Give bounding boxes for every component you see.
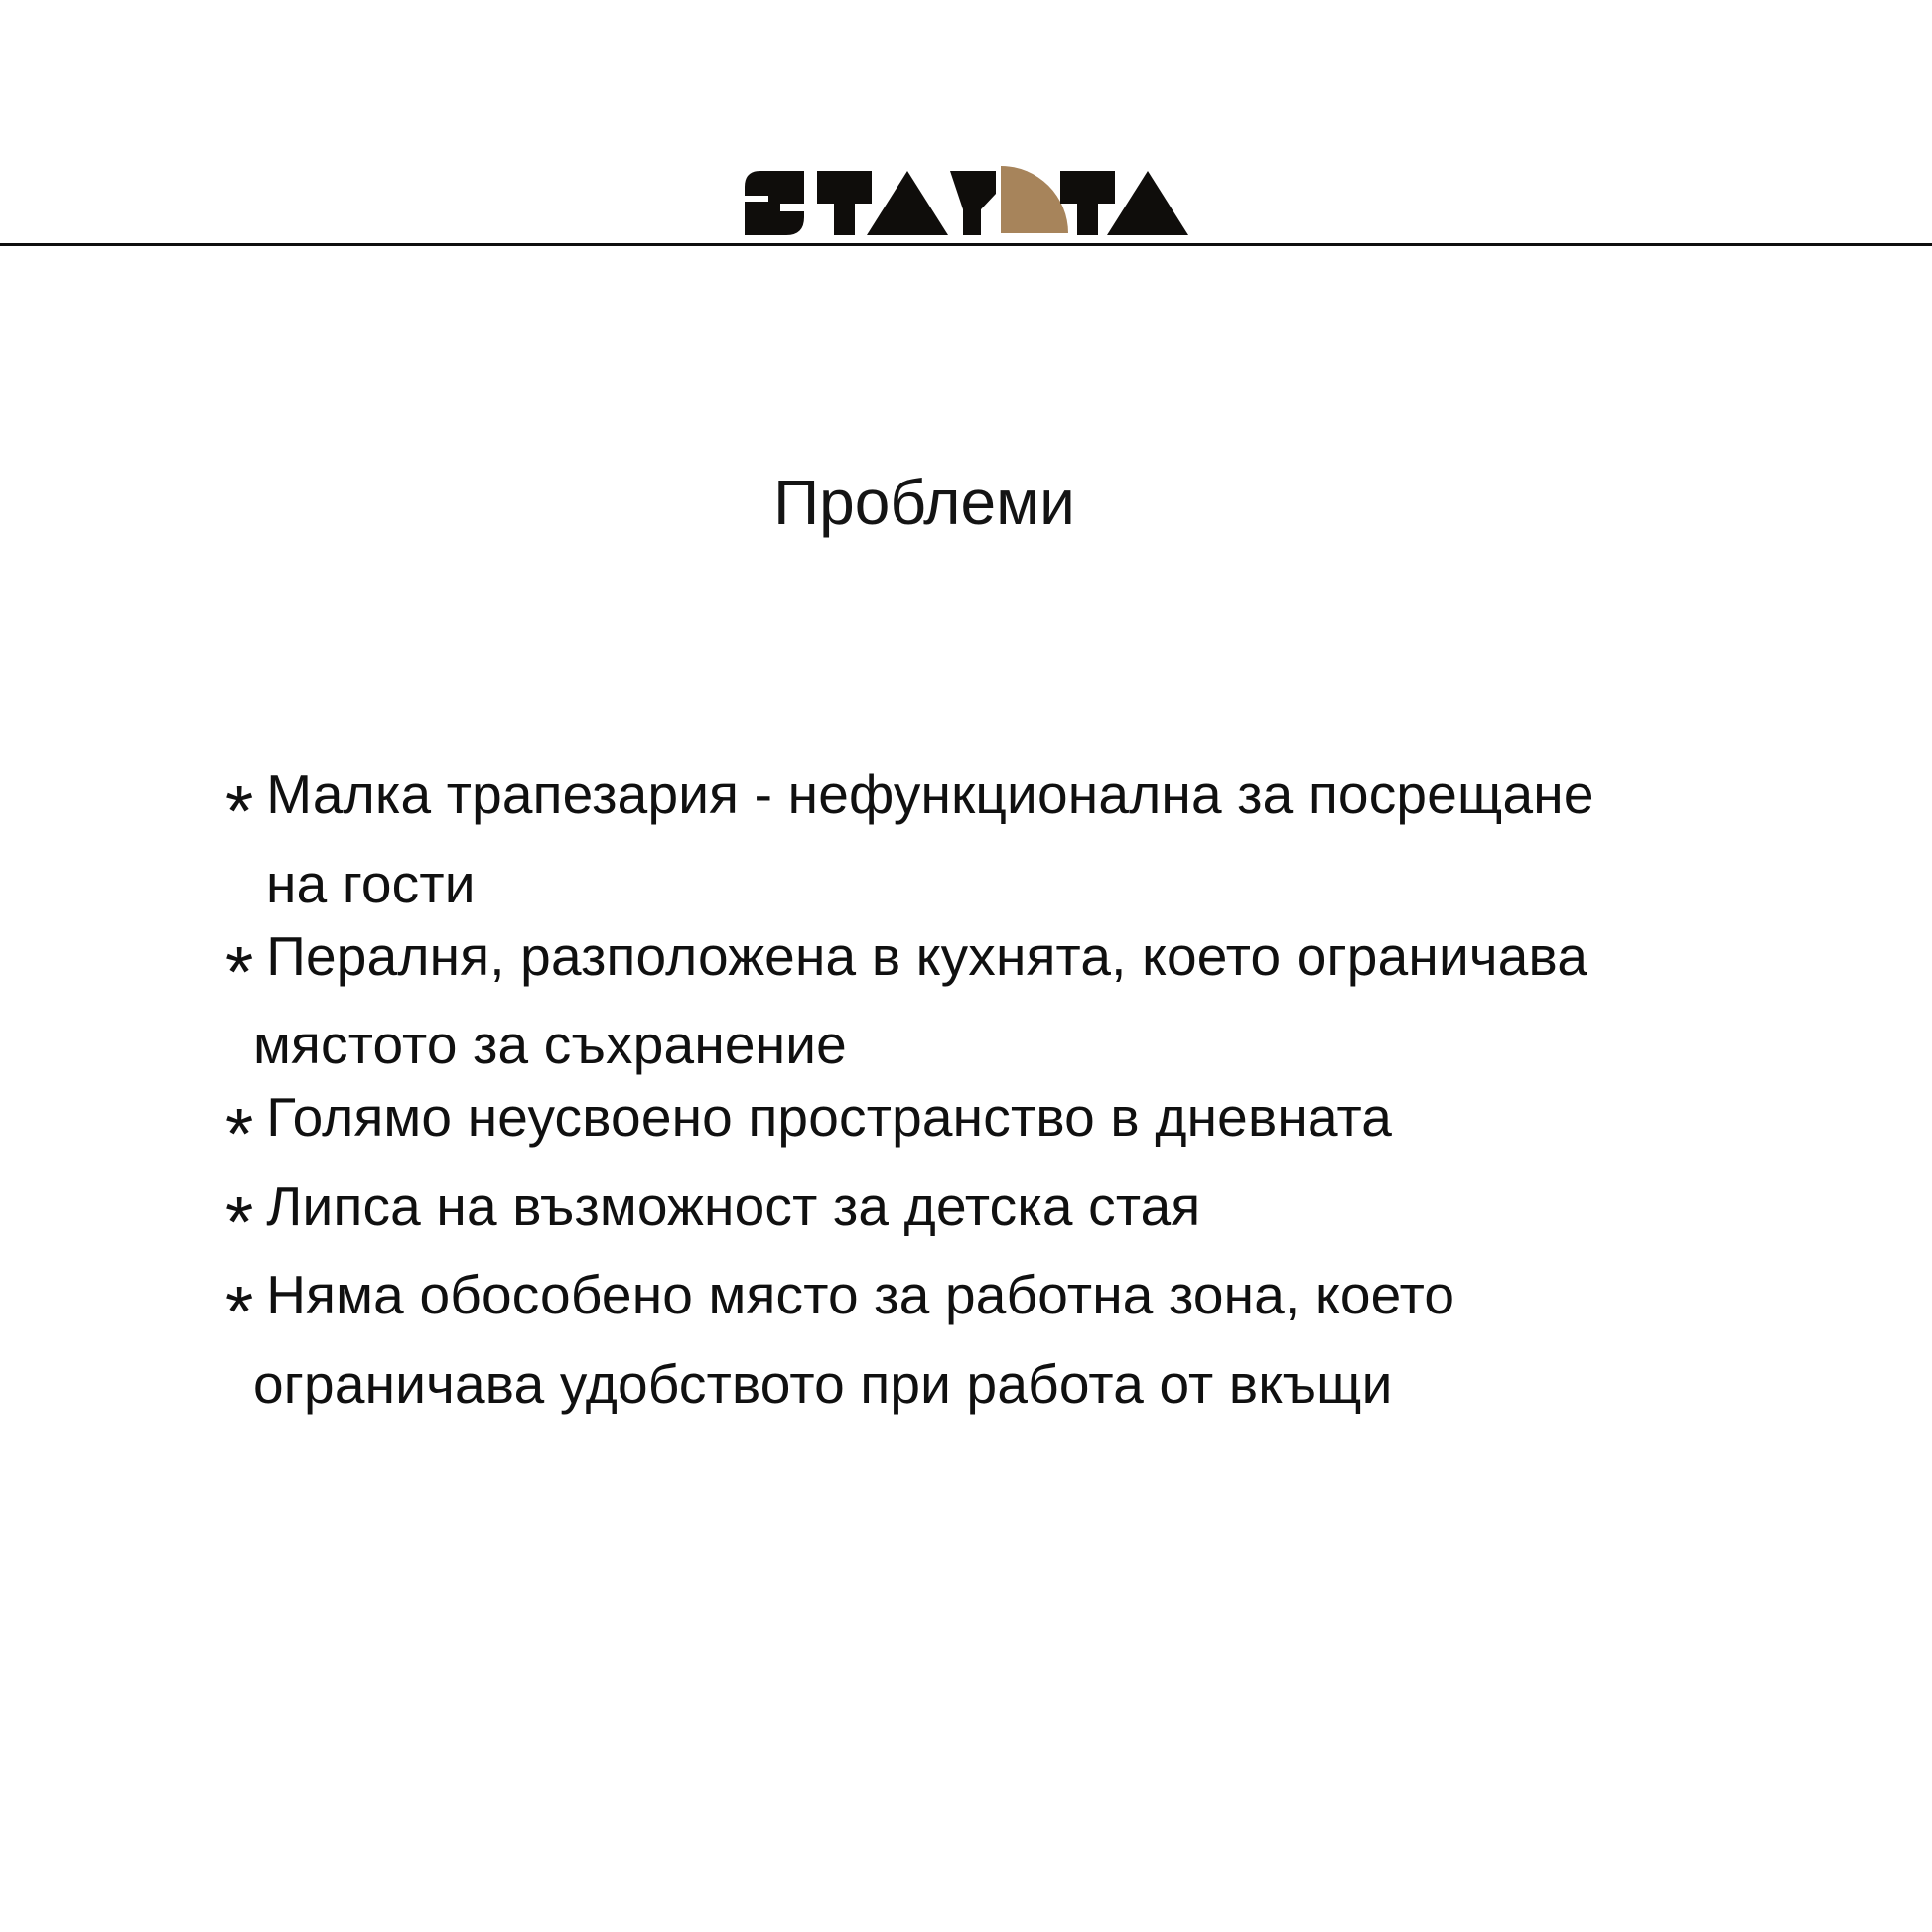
asterisk-bullet-marker: * bbox=[225, 1093, 254, 1174]
bullet-text: Малка трапезария - нефункционална за посрещане bbox=[266, 763, 1594, 825]
asterisk-bullet-marker: * bbox=[225, 932, 254, 1013]
bullet-text: Пералня, разположена в кухнята, което ограничава bbox=[266, 924, 1588, 987]
bullet-text: Голямо неусвоено пространство в дневната bbox=[266, 1086, 1393, 1148]
bullet-list bbox=[225, 759, 1774, 1421]
asterisk-bullet-marker: * bbox=[225, 1182, 254, 1263]
bullet-text: Няма обособено място за работна зона, което bbox=[266, 1264, 1455, 1325]
bullet-item-continuation bbox=[225, 848, 1774, 920]
bullet-item bbox=[225, 1171, 1774, 1263]
bullet-item bbox=[225, 759, 1774, 852]
bullet-text: ограничава удобството при работа от вкъщи bbox=[253, 1352, 1393, 1415]
logo-quarter-circle bbox=[1001, 166, 1068, 233]
bullet-text: на гости bbox=[266, 852, 476, 914]
bullet-item-continuation bbox=[225, 1348, 1774, 1421]
bullet-text: мястото за съхранение bbox=[253, 1014, 847, 1075]
brand-logo bbox=[743, 164, 1189, 235]
logo-letter-t2 bbox=[1060, 171, 1115, 235]
logo-letter-a1 bbox=[867, 171, 948, 235]
asterisk-bullet-marker: * bbox=[225, 770, 254, 852]
logo-letter-y bbox=[950, 171, 996, 235]
bullet-item bbox=[225, 1259, 1774, 1352]
logo-letter-s bbox=[745, 171, 804, 235]
slide-title: Проблеми bbox=[773, 466, 1075, 538]
bullet-item bbox=[225, 920, 1774, 1013]
header-divider-line bbox=[0, 243, 1932, 246]
asterisk-bullet-marker: * bbox=[225, 1271, 254, 1352]
bullet-item-continuation bbox=[225, 1009, 1774, 1081]
logo-letter-t1 bbox=[817, 171, 872, 235]
bullet-item bbox=[225, 1081, 1774, 1174]
bullet-text: Липса на възможност за детска стая bbox=[266, 1174, 1201, 1237]
logo-letter-a2 bbox=[1107, 171, 1188, 235]
